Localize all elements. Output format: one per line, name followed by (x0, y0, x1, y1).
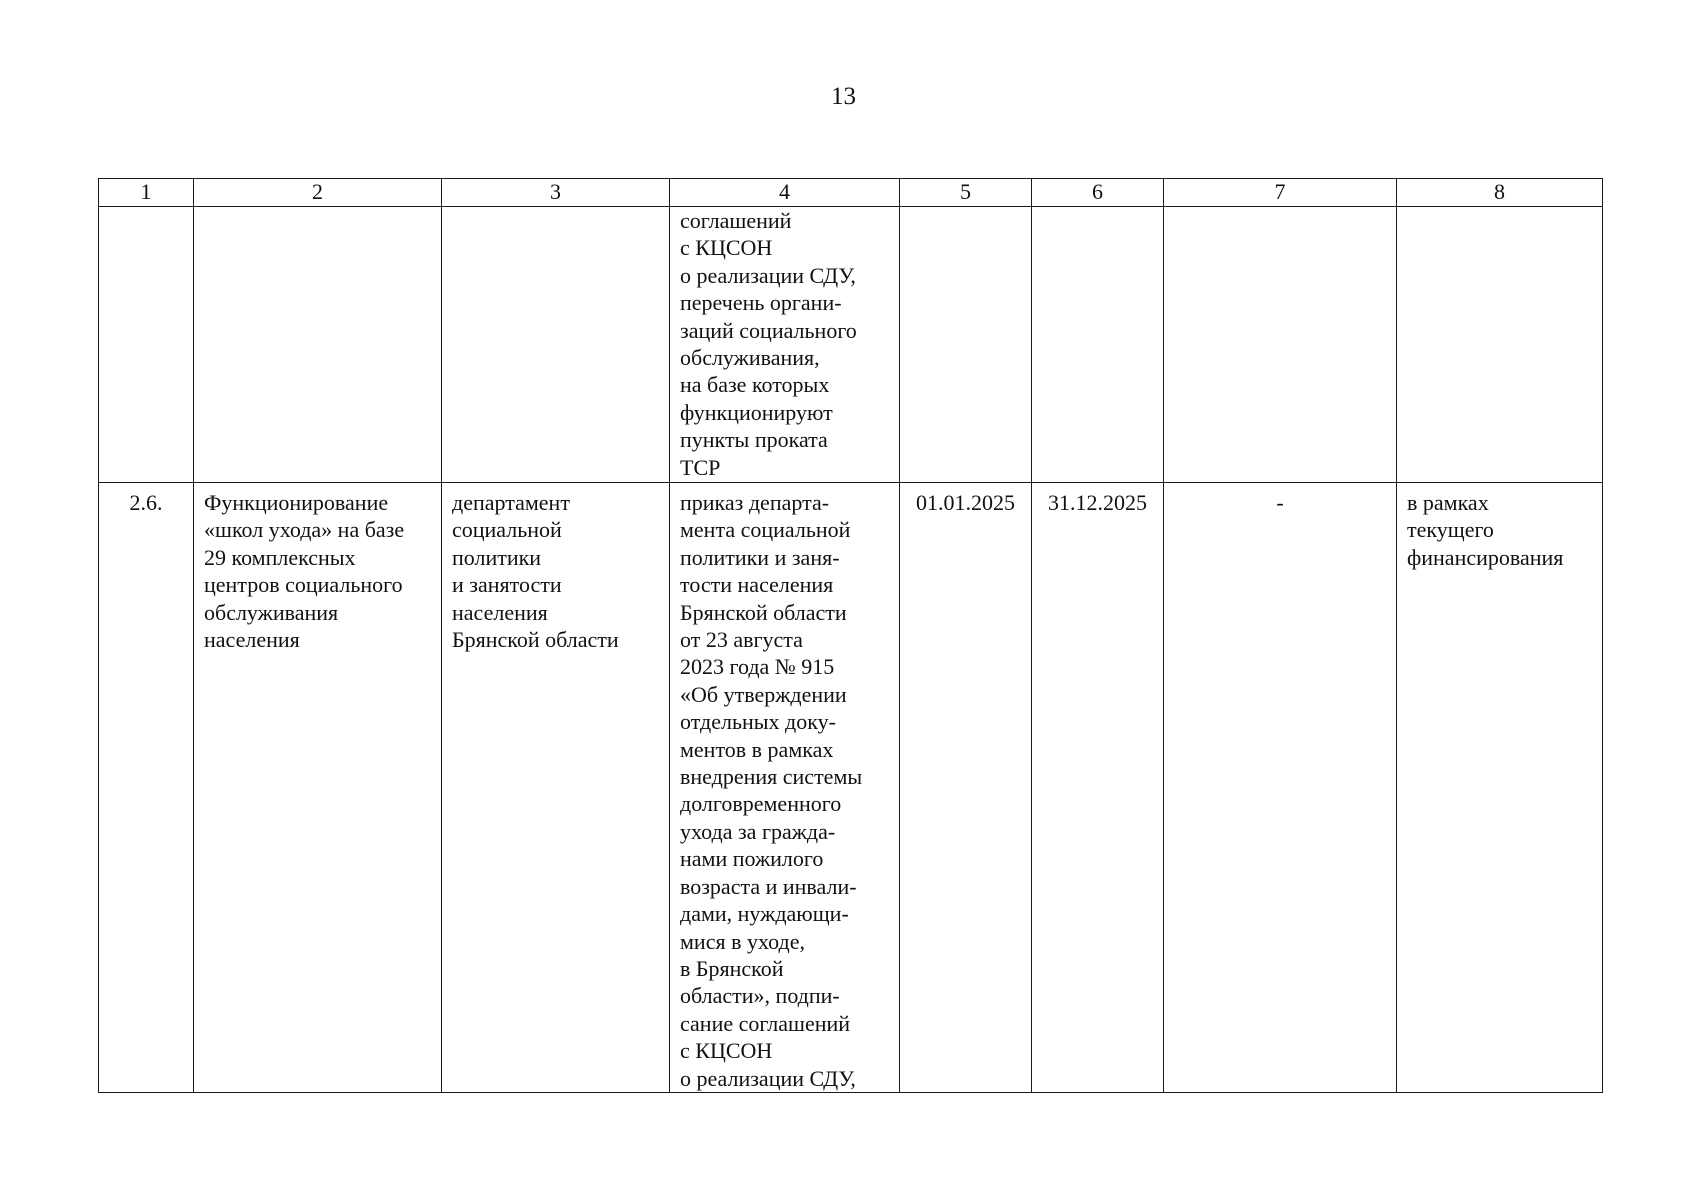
header-cell-7: 7 (1164, 179, 1397, 207)
header-cell-2: 2 (194, 179, 442, 207)
text-line: в Брянской (680, 955, 784, 981)
text-line: «школ ухода» на базе (204, 517, 405, 543)
text-line: финансирования (1407, 544, 1564, 570)
document-basis (670, 483, 900, 1093)
column-7-value: - (1164, 483, 1397, 1093)
text-line: о реализации СДУ, (680, 262, 856, 288)
text-line: заций социального (680, 317, 857, 343)
text-line: с КЦСОН (680, 1038, 773, 1064)
header-cell-3: 3 (442, 179, 670, 207)
continuation-row (99, 207, 1603, 483)
cont-cell-6 (1032, 207, 1164, 483)
text-line: внедрения системы (680, 764, 863, 790)
cont-cell-3 (442, 207, 670, 483)
header-row (99, 179, 1603, 207)
header-cell-4: 4 (670, 179, 900, 207)
text-line: дами, нуждающи- (680, 901, 849, 927)
text-line: ухода за гражда- (680, 818, 836, 844)
text-line: населения (204, 627, 300, 653)
text-line: долговременного (680, 791, 842, 817)
text-line: на базе которых (680, 372, 830, 398)
text-line: в рамках (1407, 490, 1489, 515)
text-line: области», подпи- (680, 983, 840, 1009)
text-line: ментов в рамках (680, 736, 834, 762)
text-line: департамент (452, 490, 570, 515)
header-cell-6: 6 (1032, 179, 1164, 207)
measure-name (194, 483, 442, 1093)
text-line: функционируют (680, 399, 833, 425)
text-line: мися в уходе, (680, 928, 805, 954)
text-line: приказ департа- (680, 490, 830, 515)
text-line: 2023 года № 915 (680, 654, 835, 680)
end-date: 31.12.2025 (1032, 483, 1164, 1093)
header-cell-5: 5 (900, 179, 1032, 207)
cont-cell-2 (194, 207, 442, 483)
text-line: о реализации СДУ, (680, 1065, 856, 1091)
text-line: 29 комплексных (204, 544, 356, 570)
responsible-executor (442, 483, 670, 1093)
text-line: нами пожилого (680, 846, 824, 872)
text-line: населения (452, 599, 548, 625)
text-line: мента социальной (680, 517, 851, 543)
text-line: Брянской области (452, 627, 619, 653)
start-date: 01.01.2025 (900, 483, 1032, 1093)
header-cell-8: 8 (1397, 179, 1603, 207)
cont-cell-1 (99, 207, 194, 483)
text-line: сание соглашений (680, 1010, 851, 1036)
text-line: с КЦСОН (680, 235, 773, 261)
text-line: обслуживания, (680, 345, 820, 371)
text-line: «Об утверждении (680, 681, 847, 707)
text-line: соглашений (680, 208, 792, 233)
text-line: отдельных доку- (680, 709, 836, 735)
text-line: от 23 августа (680, 627, 803, 653)
table-row-2-6 (99, 483, 1603, 1093)
text-line: социальной (452, 517, 562, 543)
text-line: центров социального (204, 572, 403, 598)
cont-cell-4 (670, 207, 900, 483)
cont-cell-7 (1164, 207, 1397, 483)
text-line: возраста и инвали- (680, 873, 857, 899)
row-number: 2.6. (99, 483, 194, 1093)
document-table (98, 178, 1603, 1093)
cont-cell-5 (900, 207, 1032, 483)
text-line: тости населения (680, 572, 834, 598)
text-line: политики (452, 544, 542, 570)
text-line: текущего (1407, 517, 1494, 543)
text-line: Функционирование (204, 490, 389, 515)
text-line: пункты проката (680, 427, 828, 453)
text-line: политики и заня- (680, 544, 840, 570)
text-line: и занятости (452, 572, 562, 598)
page-number: 13 (831, 83, 856, 110)
cont-cell-8 (1397, 207, 1603, 483)
text-line: ТСР (680, 454, 721, 480)
text-line: Брянской области (680, 599, 847, 625)
text-line: обслуживания (204, 599, 339, 625)
header-cell-1: 1 (99, 179, 194, 207)
financing-source (1397, 483, 1603, 1093)
text-line: перечень органи- (680, 290, 842, 316)
